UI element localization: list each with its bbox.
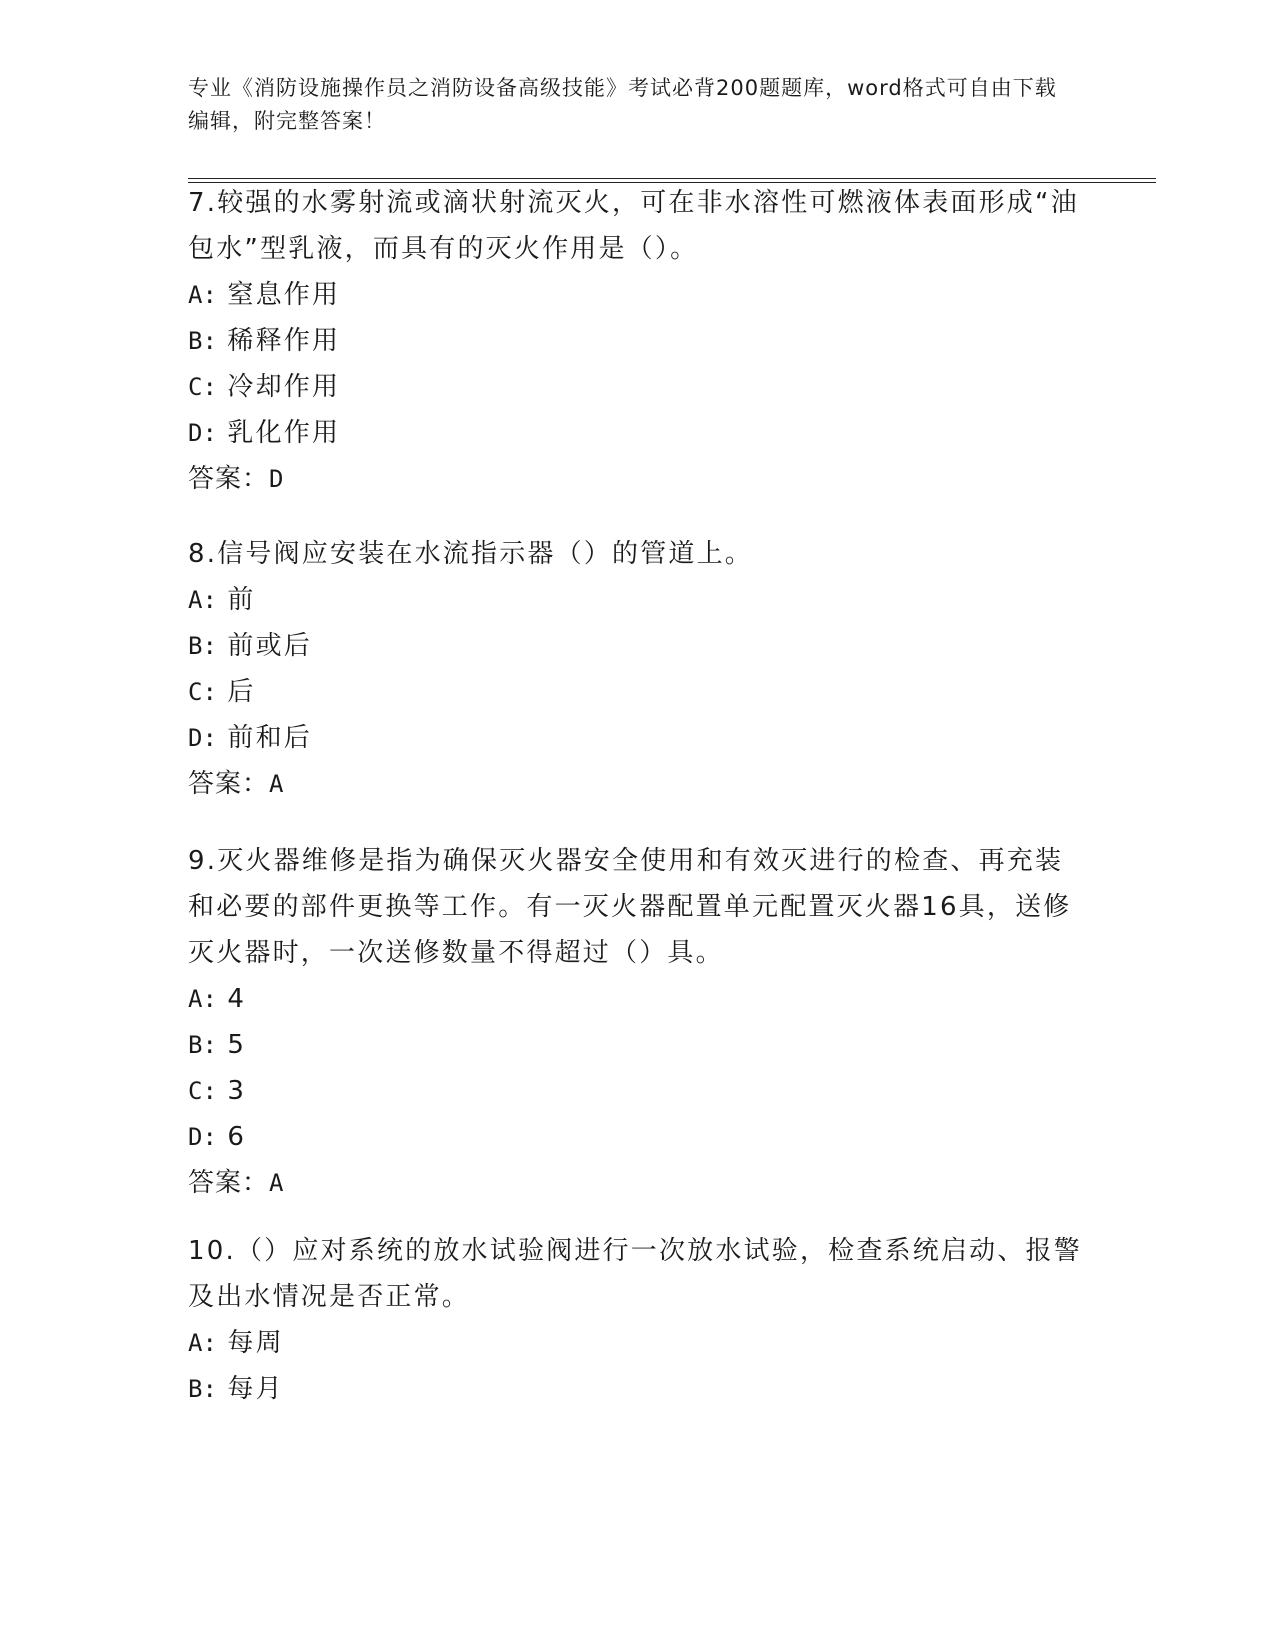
question-stem: 7.较强的水雾射流或滴状射流灭火，可在非水溶性可燃液体表面形成“油包水”型乳液，而具有的灭火作用是（）。 bbox=[188, 188, 1079, 264]
option-c bbox=[188, 1068, 1088, 1114]
option-letter: A: bbox=[188, 985, 217, 1013]
option-letter: D: bbox=[188, 1123, 217, 1151]
option-letter: B: bbox=[188, 632, 217, 660]
answer-value: D bbox=[269, 465, 285, 493]
option-letter: D: bbox=[188, 419, 217, 447]
option-letter: A: bbox=[188, 1329, 217, 1357]
question-stem: 10.（）应对系统的放水试验阀进行一次放水试验，检查系统启动、报警及出水情况是否正常。 bbox=[188, 1236, 1082, 1312]
option-text: 前 bbox=[227, 585, 256, 615]
option-c bbox=[188, 669, 1088, 715]
option-letter: A: bbox=[188, 586, 217, 614]
option-letter: B: bbox=[188, 327, 217, 355]
question-9 bbox=[188, 838, 1088, 1206]
option-text: 窒息作用 bbox=[227, 280, 341, 310]
option-d bbox=[188, 410, 1088, 456]
option-letter: A: bbox=[188, 281, 217, 309]
option-letter: D: bbox=[188, 724, 217, 752]
option-b bbox=[188, 623, 1088, 669]
answer-value: A bbox=[269, 770, 285, 798]
question-10 bbox=[188, 1228, 1088, 1412]
option-text: 后 bbox=[227, 677, 256, 707]
option-b bbox=[188, 1366, 1088, 1412]
answer-line bbox=[188, 456, 1088, 502]
option-a bbox=[188, 577, 1088, 623]
answer-line bbox=[188, 1160, 1088, 1206]
option-text: 前或后 bbox=[227, 631, 312, 661]
option-text: 5 bbox=[227, 1030, 247, 1060]
option-letter: B: bbox=[188, 1031, 217, 1059]
option-d bbox=[188, 715, 1088, 761]
answer-label: 答案： bbox=[188, 1168, 270, 1198]
question-stem: 9.灭火器维修是指为确保灭火器安全使用和有效灭进行的检查、再充装和必要的部件更换等工作。有一灭火器配置单元配置灭火器16具，送修灭火器时，一次送修数量不得超过（）具。 bbox=[188, 846, 1072, 968]
question-8 bbox=[188, 531, 1088, 807]
option-text: 乳化作用 bbox=[227, 418, 341, 448]
question-stem: 8.信号阀应安装在水流指示器（）的管道上。 bbox=[188, 539, 754, 569]
option-text: 前和后 bbox=[227, 723, 312, 753]
option-a bbox=[188, 272, 1088, 318]
question-7 bbox=[188, 180, 1088, 502]
option-d bbox=[188, 1114, 1088, 1160]
option-text: 冷却作用 bbox=[227, 372, 341, 402]
answer-line bbox=[188, 761, 1088, 807]
answer-value: A bbox=[269, 1169, 285, 1197]
option-text: 3 bbox=[227, 1076, 247, 1106]
option-text: 每月 bbox=[227, 1374, 284, 1404]
option-letter: B: bbox=[188, 1375, 217, 1403]
option-text: 稀释作用 bbox=[227, 326, 341, 356]
answer-label: 答案： bbox=[188, 464, 270, 494]
option-letter: C: bbox=[188, 1077, 217, 1105]
option-letter: C: bbox=[188, 373, 217, 401]
option-a bbox=[188, 1320, 1088, 1366]
option-c bbox=[188, 364, 1088, 410]
option-a bbox=[188, 976, 1088, 1022]
option-b bbox=[188, 318, 1088, 364]
option-b bbox=[188, 1022, 1088, 1068]
option-text: 4 bbox=[227, 984, 247, 1014]
option-letter: C: bbox=[188, 678, 217, 706]
answer-label: 答案： bbox=[188, 769, 270, 799]
option-text: 每周 bbox=[227, 1328, 284, 1358]
option-text: 6 bbox=[227, 1122, 247, 1152]
document-intro: 专业《消防设施操作员之消防设备高级技能》考试必背200题题库，word格式可自由下载编辑，附完整答案！ bbox=[188, 76, 1057, 133]
